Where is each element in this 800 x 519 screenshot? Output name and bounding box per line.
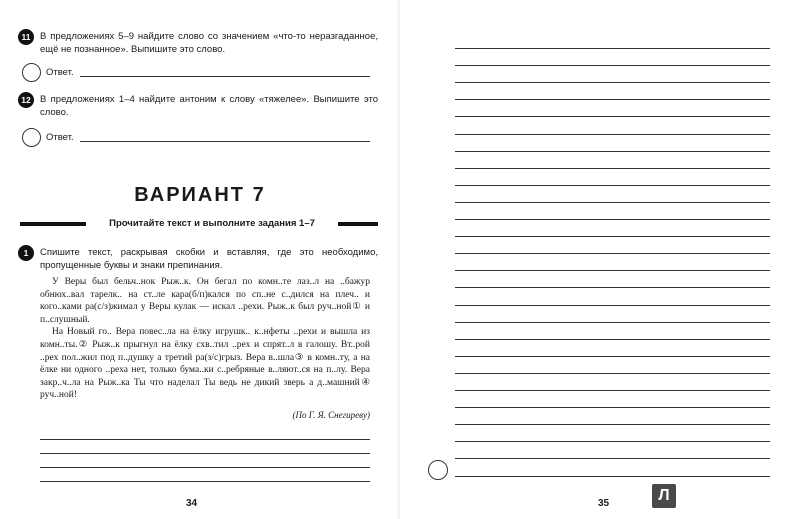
score-circle[interactable] — [22, 128, 41, 147]
writing-line[interactable] — [455, 458, 770, 459]
right-page — [400, 0, 800, 519]
writing-line[interactable] — [455, 185, 770, 186]
task-text: Спишите текст, раскрывая скобки и вставляя, где это необходимо, пропущенные буквы и знаки препинания. — [40, 247, 378, 271]
task-number-badge: 1 — [18, 245, 34, 261]
writing-line[interactable] — [455, 305, 770, 306]
author-citation: (По Г. Я. Снегиреву) — [292, 410, 370, 420]
writing-line[interactable] — [455, 270, 770, 271]
writing-line[interactable] — [455, 99, 770, 100]
writing-line[interactable] — [40, 467, 370, 468]
answer-row-11 — [22, 63, 370, 81]
banner-bar — [20, 222, 86, 226]
writing-line[interactable] — [455, 202, 770, 203]
writing-line[interactable] — [40, 481, 370, 482]
reading-passage — [40, 276, 370, 402]
score-circle[interactable] — [22, 63, 41, 82]
instruction-banner — [20, 216, 378, 232]
writing-line[interactable] — [455, 287, 770, 288]
task-text: В предложениях 1–4 найдите антоним к слову «тяжелее». Выпишите это слово. — [40, 94, 378, 118]
writing-line[interactable] — [455, 322, 770, 323]
score-circle[interactable] — [428, 460, 448, 480]
variant-title: ВАРИАНТ 7 — [134, 184, 266, 206]
writing-line[interactable] — [455, 65, 770, 66]
writing-line[interactable] — [455, 356, 770, 357]
writing-line[interactable] — [455, 441, 770, 442]
banner-text: Прочитайте текст и выполните задания 1–7 — [109, 218, 315, 229]
task-12 — [20, 93, 378, 119]
passage-paragraph: У Веры был бельч..нок Рыж..к. Он бегал по комн..те лаз..л на ..бажур обнюх..вал тарелк.. на ст..ле кара(б/п)кался по сп..не с..дился на плеч.. и кого..ками ра(с/з)жимал у Веры кулак — искал ..рехи. Рыж..к был руч..ной① и п..слушный. — [40, 277, 370, 325]
writing-line[interactable] — [455, 134, 770, 135]
writing-line[interactable] — [455, 48, 770, 49]
writing-line[interactable] — [455, 339, 770, 340]
page-number: 35 — [598, 498, 610, 509]
writing-line[interactable] — [455, 390, 770, 391]
page-number: 34 — [186, 498, 198, 509]
writing-line[interactable] — [455, 373, 770, 374]
answer-line[interactable] — [80, 141, 370, 142]
writing-line[interactable] — [455, 168, 770, 169]
task-number-badge: 12 — [18, 92, 34, 108]
writing-line[interactable] — [455, 236, 770, 237]
answer-line[interactable] — [80, 76, 370, 77]
writing-line[interactable] — [40, 439, 370, 440]
writing-line[interactable] — [455, 253, 770, 254]
task-1 — [20, 246, 378, 272]
task-text: В предложениях 5–9 найдите слово со значением «что-то неразгаданное, ещё не познанное». Выпишите это слово. — [40, 31, 378, 55]
writing-line[interactable] — [40, 453, 370, 454]
passage-paragraph: На Новый го.. Вера повес..ла на ёлку игрушк.. к..нфеты ..рехи и вышла из комн..ты.② Рыж..к прыгнул на ёлку схв..тил ..рех и спрят..л в галошу. Вт..рой ..рех пол..жил под п..душку а третий ра(з/с)грыз. Вера в..шла③ в комн..ту, а на ёлке ни одного ..реха нет, только бума..ки с..ребряные в..ляют..ся на п..лу. Вера закр..ч..ла на Рыж..ка Ты что наделал Ты ведь не дикий зверь а д..машний④ руч..ной! — [40, 327, 370, 401]
writing-line[interactable] — [455, 116, 770, 117]
task-11 — [20, 30, 378, 56]
writing-line[interactable] — [455, 424, 770, 425]
writing-line[interactable] — [455, 82, 770, 83]
answer-label: Ответ. — [46, 67, 74, 78]
banner-bar — [338, 222, 378, 226]
writing-line[interactable] — [455, 407, 770, 408]
publisher-logo: Л — [652, 484, 676, 508]
answer-label: Ответ. — [46, 132, 74, 143]
answer-row-12 — [22, 128, 370, 146]
task-number-badge: 11 — [18, 29, 34, 45]
writing-line[interactable] — [455, 151, 770, 152]
writing-line[interactable] — [455, 476, 770, 477]
writing-line[interactable] — [455, 219, 770, 220]
